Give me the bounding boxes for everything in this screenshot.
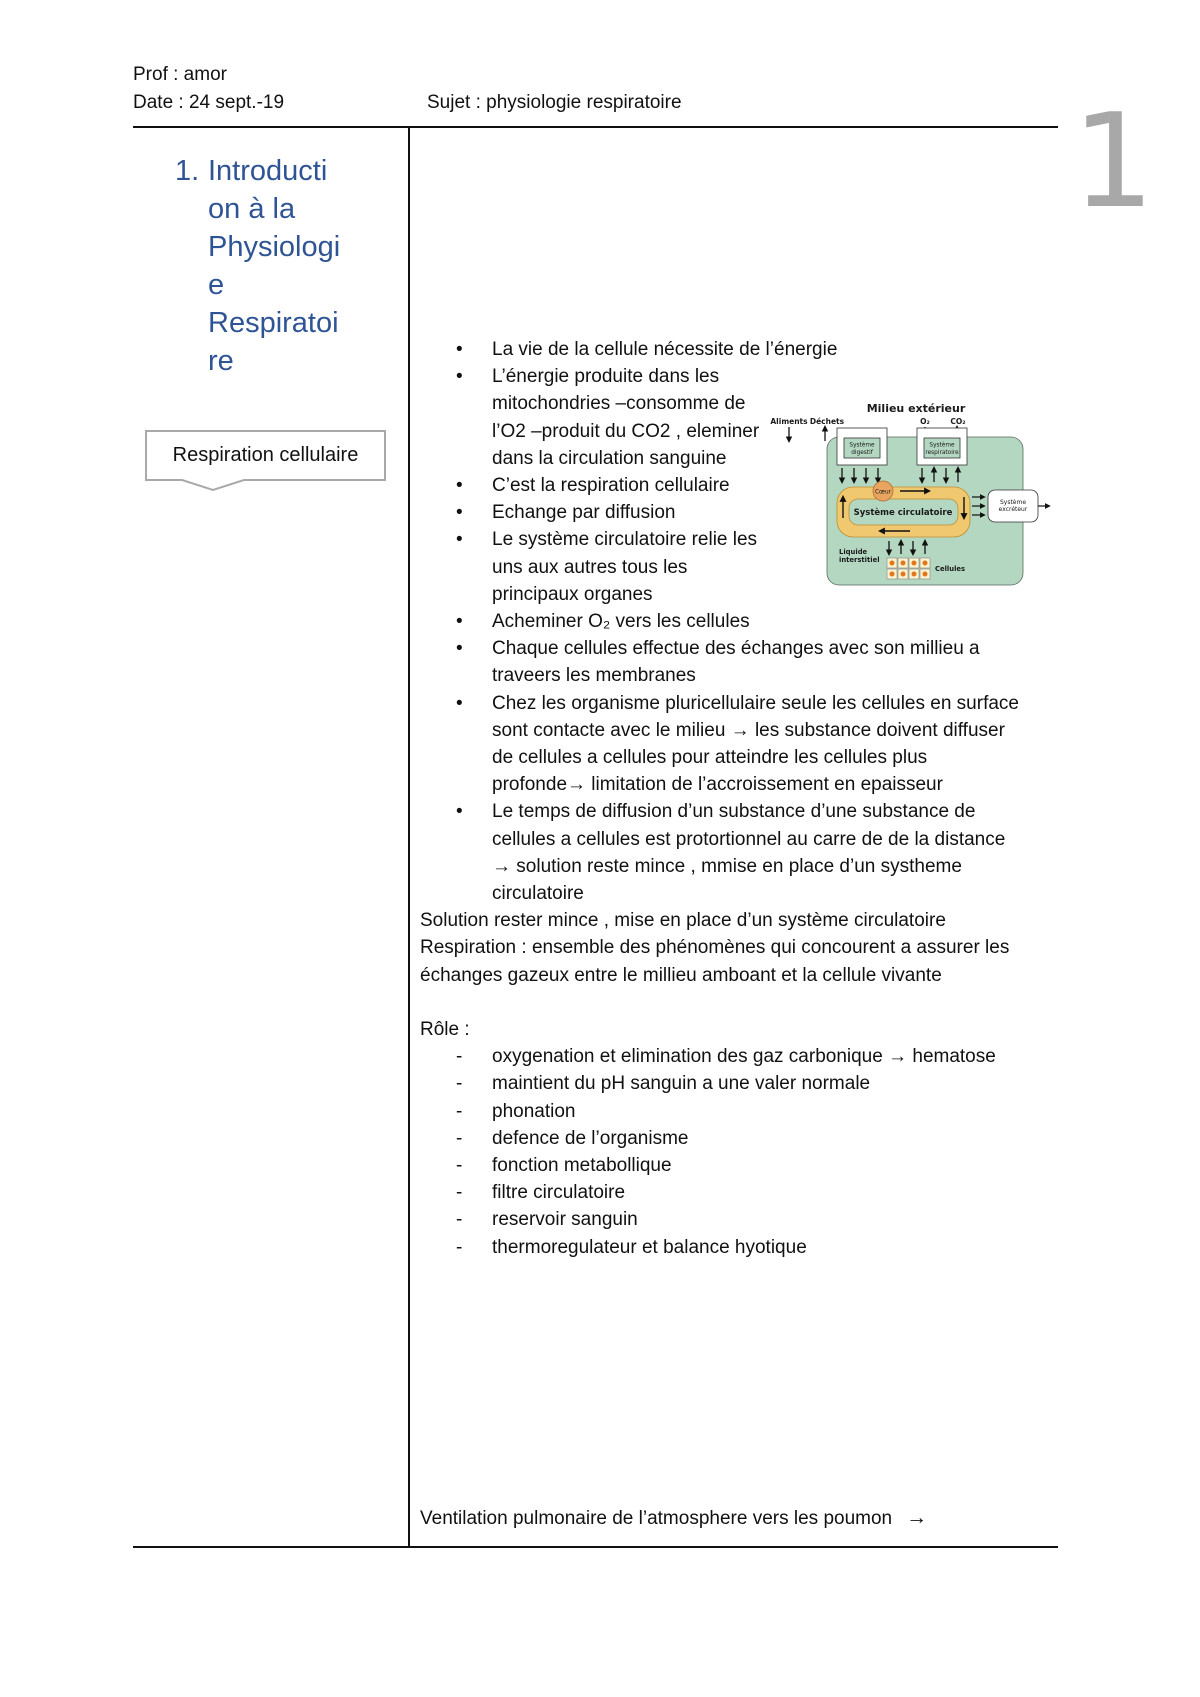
bullet-line: traveers les membranes xyxy=(492,665,696,687)
heading-line: re xyxy=(208,345,234,377)
bullet-line: Echange par diffusion xyxy=(492,502,676,524)
cells-label: Cellules xyxy=(935,565,966,573)
dash-line: reservoir sanguin xyxy=(492,1209,638,1231)
bullet-line: Chaque cellules effectue des échanges avec son millieu a xyxy=(492,638,980,660)
diagram-title: Milieu extérieur xyxy=(866,402,966,415)
bullet-line: Acheminer O₂ vers les cellules xyxy=(492,611,750,633)
dash-line: phonation xyxy=(492,1100,576,1122)
dash-marker: - xyxy=(456,1182,463,1204)
dash-line: maintient du pH sanguin a une valer normale xyxy=(492,1073,871,1095)
heading-line: on à la xyxy=(208,193,296,225)
paragraph-line: Solution rester mince , mise en place d’un système circulatoire xyxy=(420,910,946,932)
label-dechets: Déchets xyxy=(809,417,845,426)
heading-line: Physiologi xyxy=(208,231,341,263)
respiration-callout xyxy=(145,430,386,481)
bullet-line: cellules a cellules est protortionnel au carre de de la distance xyxy=(492,828,1006,850)
bullet-item xyxy=(420,690,1042,799)
bullet-item xyxy=(420,798,1042,907)
column-divider xyxy=(408,126,410,1548)
dash-marker: - xyxy=(456,1046,463,1068)
dash-line: oxygenation et elimination des gaz carbonique → hematose xyxy=(492,1046,996,1068)
bullet-line: dans la circulation sanguine xyxy=(492,447,727,469)
right-arrow-icon: → xyxy=(906,1506,928,1529)
heading-line: Respiratoi xyxy=(208,307,339,339)
bullet-line: C’est la respiration cellulaire xyxy=(492,475,730,497)
heading-line: Introducti xyxy=(208,155,328,187)
digestive-label: digestif xyxy=(851,450,873,456)
callout-label: Respiration cellulaire xyxy=(172,444,359,466)
blank-line xyxy=(420,989,1042,1016)
bullet-line: circulatoire xyxy=(492,883,584,905)
section-heading-lines xyxy=(208,152,340,380)
paragraph-line: Respiration : ensemble des phénomènes qui concourent a assurer les xyxy=(420,937,1010,959)
excretory-label: Système xyxy=(999,499,1027,506)
bullet-marker: • xyxy=(456,638,463,660)
bullet-line: Le système circulatoire relie les xyxy=(492,529,758,551)
bullet-marker: • xyxy=(456,801,463,823)
bullet-line: principaux organes xyxy=(492,583,653,605)
bullet-marker: • xyxy=(456,475,463,497)
bullet-item xyxy=(420,608,1042,635)
callout-notch-icon xyxy=(178,479,248,493)
respiratory-label: respiratoire xyxy=(925,450,959,456)
bullet-line: Le temps de diffusion d’un substance d’une substance de xyxy=(492,801,976,823)
footer-sentence xyxy=(420,1506,927,1530)
dash-item xyxy=(420,1152,1042,1179)
interstitial-label: interstitiel xyxy=(839,556,880,564)
dash-item xyxy=(420,1125,1042,1152)
bullet-line: l’O2 –produit du CO2 , eleminer xyxy=(492,420,760,442)
bullet-marker: • xyxy=(456,611,463,633)
footer-text: Ventilation pulmonaire de l’atmosphere vers les poumon xyxy=(420,1508,893,1529)
dash-marker: - xyxy=(456,1209,463,1231)
respiratory-label: Système xyxy=(929,442,955,449)
circulatory-label: Système circulatoire xyxy=(853,508,953,518)
dash-line: thermoregulateur et balance hyotique xyxy=(492,1236,807,1258)
bullet-line: La vie de la cellule nécessite de l’énergie xyxy=(492,339,838,360)
heart-label: Cœur xyxy=(874,489,892,496)
digestive-label: Système xyxy=(849,442,875,449)
interstitial-label: Liquide xyxy=(839,548,868,556)
bullet-line: → solution reste mince , mmise en place d’un systheme xyxy=(492,855,962,877)
bullet-marker: • xyxy=(456,502,463,524)
dash-item xyxy=(420,1098,1042,1125)
dash-marker: - xyxy=(456,1100,463,1122)
bullet-line: uns aux autres tous les xyxy=(492,556,688,578)
dash-marker: - xyxy=(456,1073,463,1095)
label-aliments: Aliments xyxy=(770,417,808,426)
prof-line: Prof : amor xyxy=(133,64,227,85)
dash-item xyxy=(420,1234,1042,1261)
dash-item xyxy=(420,1179,1042,1206)
paragraph-line: échanges gazeux entre le millieu amboant et la cellule vivante xyxy=(420,964,942,986)
section-heading xyxy=(175,152,340,380)
page-number: 1 xyxy=(1072,85,1155,237)
header-divider xyxy=(133,126,1058,128)
dash-line: filtre circulatoire xyxy=(492,1182,626,1204)
dash-item xyxy=(420,1070,1042,1097)
bullet-line: Chez les organisme pluricellulaire seule les cellules en surface xyxy=(492,692,1019,714)
dash-item xyxy=(420,1206,1042,1233)
dash-line: fonction metabollique xyxy=(492,1155,672,1177)
excretory-label: excréteur xyxy=(998,506,1028,513)
bullet-line: de cellules a cellules pour atteindre les cellules plus xyxy=(492,747,928,769)
bullet-marker: • xyxy=(456,339,463,360)
dash-item xyxy=(420,1043,1042,1070)
physiology-diagram xyxy=(753,398,1053,590)
dash-marker: - xyxy=(456,1236,463,1258)
dash-marker: - xyxy=(456,1127,463,1149)
dash-line: defence de l’organisme xyxy=(492,1127,689,1149)
heading-line: e xyxy=(208,269,225,301)
bullet-line: sont contacte avec le milieu → les substance doivent diffuser xyxy=(492,719,1005,741)
bullet-line: L’énergie produite dans les xyxy=(492,366,720,388)
dash-marker: - xyxy=(456,1155,463,1177)
label-co2: CO₂ xyxy=(950,417,966,426)
bullet-marker: • xyxy=(456,366,463,388)
bullet-item xyxy=(420,336,1042,363)
footer-divider xyxy=(133,1546,1058,1548)
bullet-item xyxy=(420,635,1042,689)
bullet-marker: • xyxy=(456,692,463,714)
label-o2: O₂ xyxy=(920,417,930,426)
role-label: Rôle : xyxy=(420,1019,470,1041)
bullet-line: mitochondries –consomme de xyxy=(492,393,746,415)
subject-line: Sujet : physiologie respiratoire xyxy=(427,92,682,113)
bullet-line: profonde→ limitation de l’accroissement en epaisseur xyxy=(492,774,943,796)
section-heading-number: 1. xyxy=(175,155,200,187)
bullet-marker: • xyxy=(456,529,463,551)
date-line: Date : 24 sept.-19 xyxy=(133,92,285,113)
